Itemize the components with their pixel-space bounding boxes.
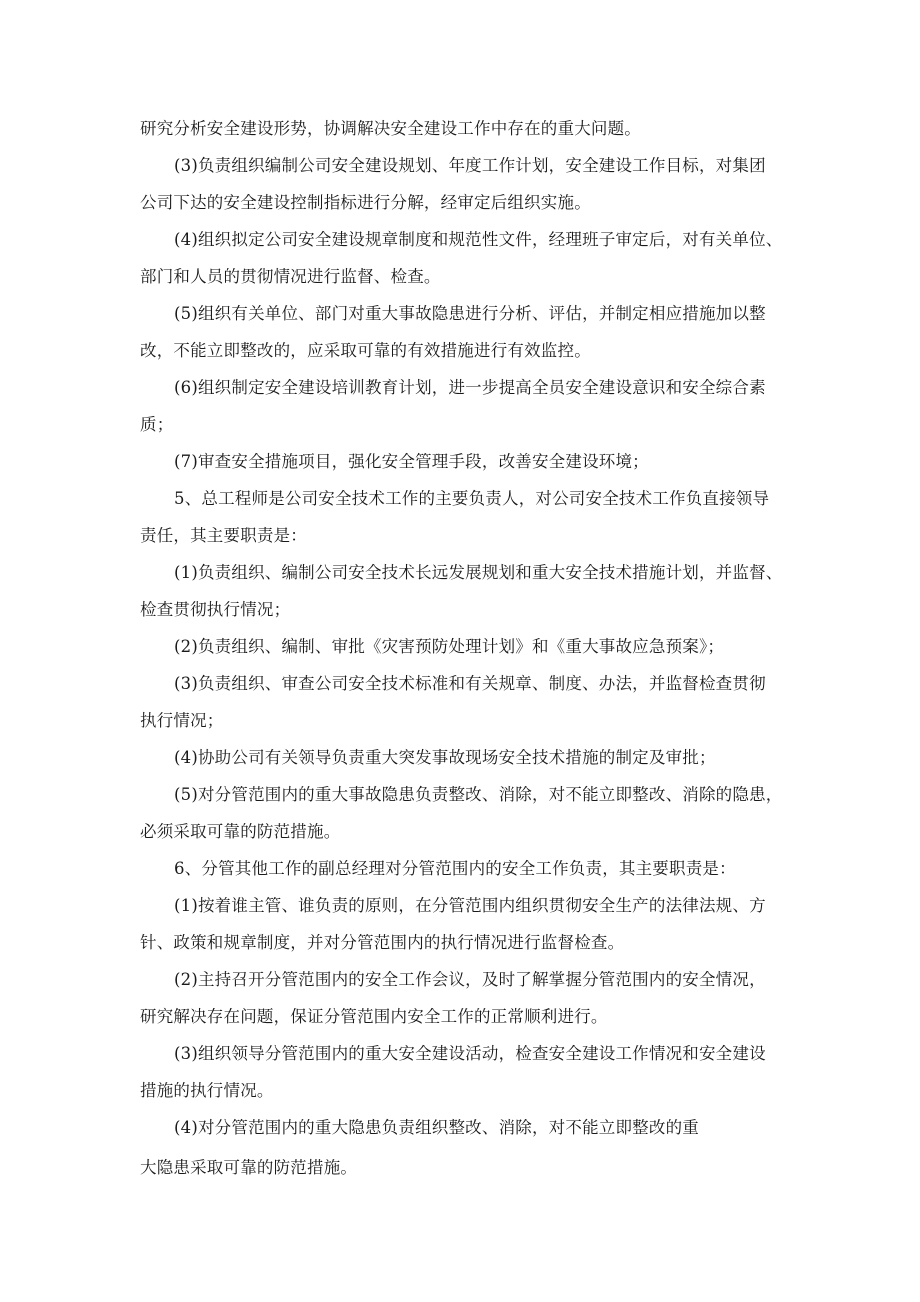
- text-line: (4)协助公司有关领导负责重大突发事故现场安全技术措施的制定及审批；: [174, 748, 716, 767]
- text-line: (1)按着谁主管、谁负责的原则，在分管范围内组织贯彻安全生产的法律法规、方: [174, 896, 766, 915]
- text-line: (5)组织有关单位、部门对重大事故隐患进行分析、评估，并制定相应措施加以整: [174, 304, 766, 323]
- text-line: (5)对分管范围内的重大事故隐患负责整改、消除，对不能立即整改、消除的隐患，: [174, 785, 783, 804]
- text-line: 质；: [140, 415, 174, 434]
- text-line: 研究分析安全建设形势，协调解决安全建设工作中存在的重大问题。: [140, 119, 641, 138]
- text-line: 公司下达的安全建设控制指标进行分解，经审定后组织实施。: [140, 193, 591, 212]
- text-line: 执行情况；: [140, 711, 224, 730]
- text-line: 责任，其主要职责是：: [140, 526, 307, 545]
- text-line: (4)组织拟定公司安全建设规章制度和规范性文件，经理班子审定后，对有关单位、: [174, 230, 783, 249]
- text-line: (6)组织制定安全建设培训教育计划，进一步提高全员安全建设意识和安全综合素: [174, 378, 766, 397]
- text-line: 大隐患采取可靠的防范措施。: [140, 1158, 358, 1177]
- text-line: (3)负责组织、审查公司安全技术标准和有关规章、制度、办法，并监督检查贯彻: [174, 674, 766, 693]
- text-line: 6、分管其他工作的副总经理对分管范围内的安全工作负责，其主要职责是：: [174, 859, 736, 878]
- text-line: 改，不能立即整改的，应采取可靠的有效措施进行有效监控。: [140, 341, 591, 360]
- text-line: (4)对分管范围内的重大隐患负责组织整改、消除，对不能立即整改的重: [174, 1118, 699, 1137]
- text-line: (7)审查安全措施项目，强化安全管理手段，改善安全建设环境；: [174, 452, 649, 471]
- text-line: (2)负责组织、编制、审批《灾害预防处理计划》和《重大事故应急预案》；: [174, 637, 725, 656]
- text-line: 必须采取可靠的防范措施。: [140, 822, 341, 841]
- text-line: 研究解决存在问题，保证分管范围内安全工作的正常顺利进行。: [140, 1007, 608, 1026]
- text-line: (3)负责组织编制公司安全建设规划、年度工作计划，安全建设工作目标，对集团: [174, 156, 766, 175]
- text-line: 检查贯彻执行情况；: [140, 600, 291, 619]
- text-line: 针、政策和规章制度，并对分管范围内的执行情况进行监督检查。: [140, 933, 625, 952]
- text-line: (3)组织领导分管范围内的重大安全建设活动，检查安全建设工作情况和安全建设: [174, 1044, 766, 1063]
- text-line: 部门和人员的贯彻情况进行监督、检查。: [140, 267, 441, 286]
- text-line: 措施的执行情况。: [140, 1081, 274, 1100]
- text-line: (1)负责组织、编制公司安全技术长远发展规划和重大安全技术措施计划，并监督、: [174, 563, 783, 582]
- text-line: (2)主持召开分管范围内的安全工作会议，及时了解掌握分管范围内的安全情况，: [174, 970, 766, 989]
- text-line: 5、总工程师是公司安全技术工作的主要负责人，对公司安全技术工作负直接领导: [174, 489, 770, 508]
